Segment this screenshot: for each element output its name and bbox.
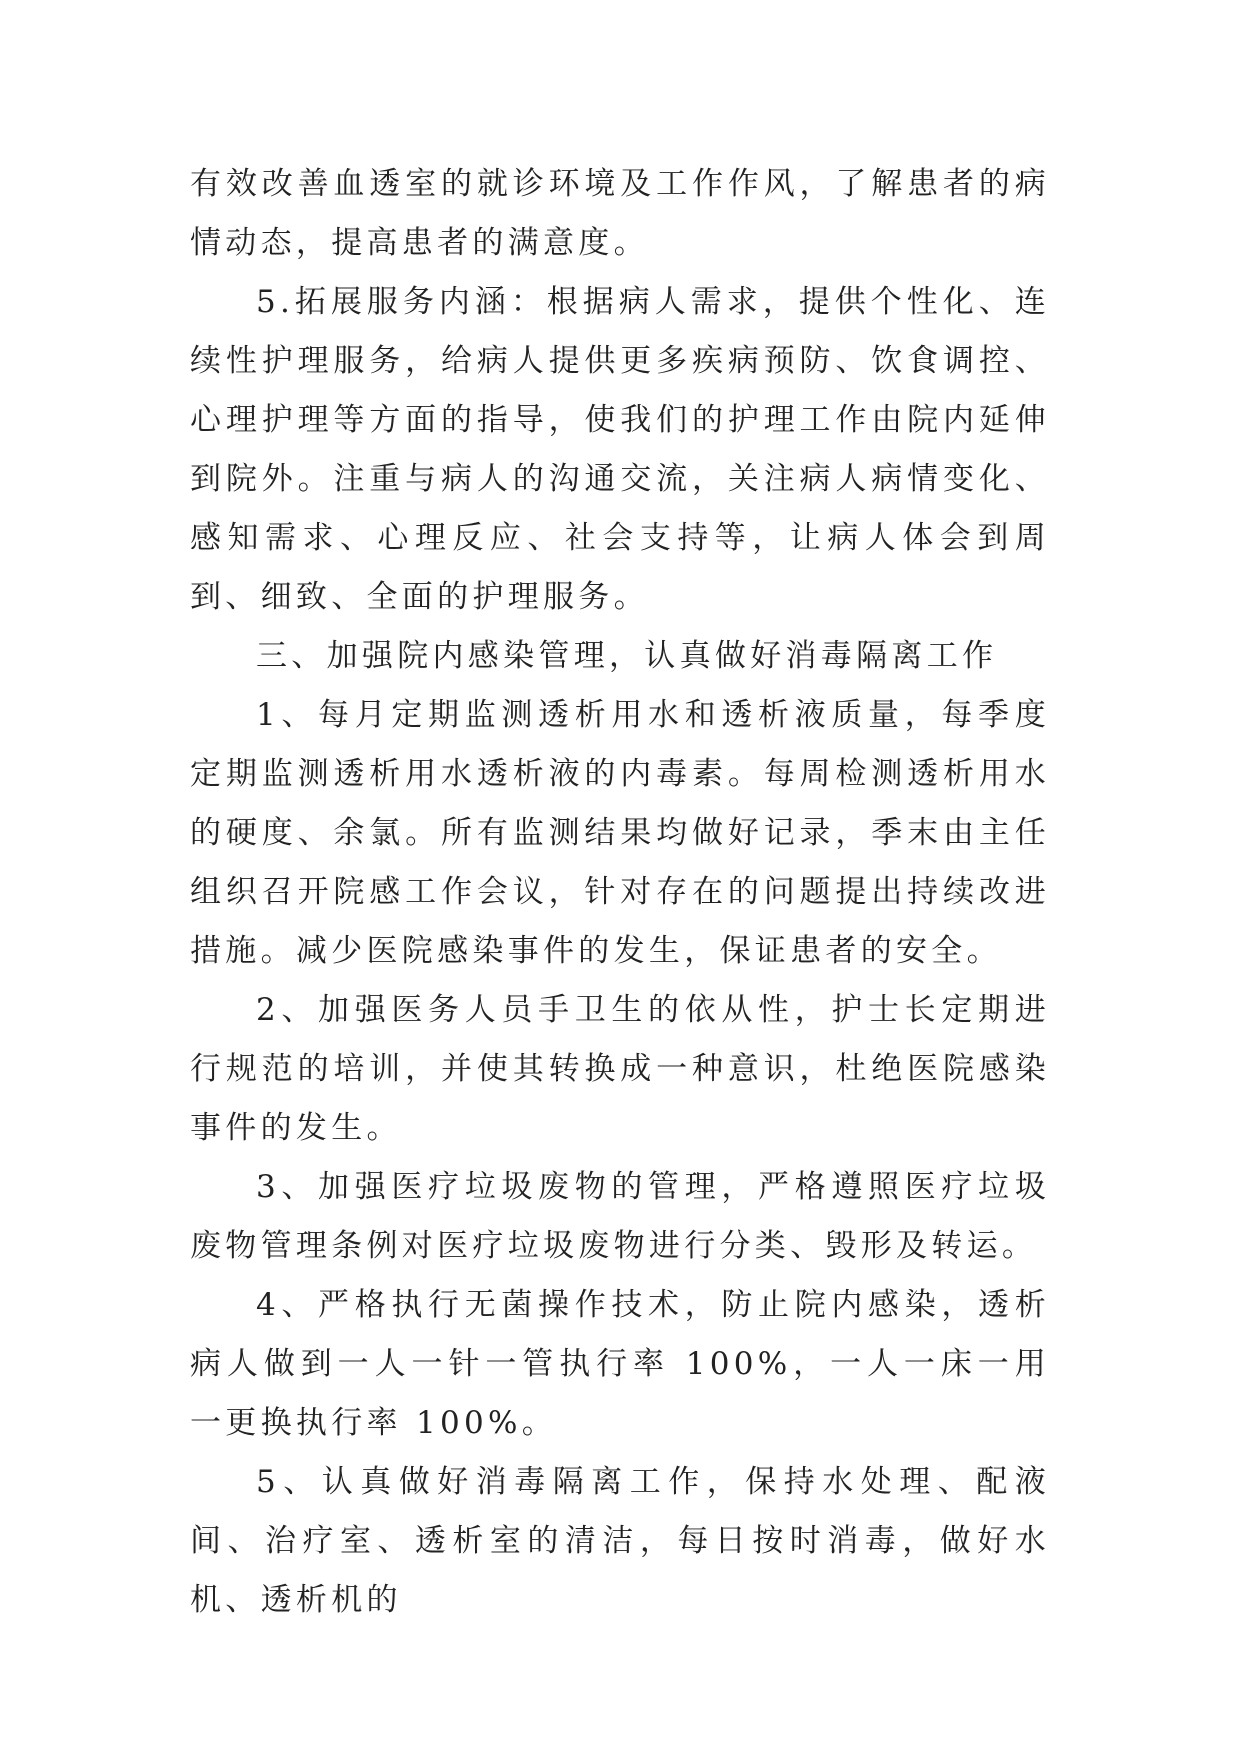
paragraph-item-3-medical-waste: 3、加强医疗垃圾废物的管理，严格遵照医疗垃圾废物管理条例对医疗垃圾废物进行分类、毁形及转运。 [190, 1169, 1050, 1264]
document-body [190, 155, 1050, 1630]
paragraph-item-4-aseptic: 4、严格执行无菌操作技术，防止院内感染，透析病人做到一人一针一管执行率 100%，一人一床一用一更换执行率 100%。 [190, 1287, 1050, 1441]
paragraph-continuation: 有效改善血透室的就诊环境及工作作风，了解患者的病情动态，提高患者的满意度。 [190, 166, 1050, 261]
paragraph-item-2-hand-hygiene: 2、加强医务人员手卫生的依从性，护士长定期进行规范的培训，并使其转换成一种意识，杜绝医院感染事件的发生。 [190, 992, 1050, 1146]
paragraph-item-1-monitoring: 1、每月定期监测透析用水和透析液质量，每季度定期监测透析用水透析液的内毒素。每周检测透析用水的硬度、余氯。所有监测结果均做好记录，季末由主任组织召开院感工作会议，针对存在的问题提出持续改进措施。减少医院感染事件的发生，保证患者的安全。 [190, 697, 1050, 969]
section-heading-infection-control: 三、加强院内感染管理，认真做好消毒隔离工作 [256, 638, 998, 674]
paragraph-item-5-disinfection: 5、认真做好消毒隔离工作，保持水处理、配液间、治疗室、透析室的清洁，每日按时消毒，做好水机、透析机的 [190, 1464, 1050, 1618]
paragraph-expand-services: 5.拓展服务内涵：根据病人需求，提供个性化、连续性护理服务，给病人提供更多疾病预防、饮食调控、心理护理等方面的指导，使我们的护理工作由院内延伸到院外。注重与病人的沟通交流，关注病人病情变化、感知需求、心理反应、社会支持等，让病人体会到周到、细致、全面的护理服务。 [190, 284, 1050, 615]
